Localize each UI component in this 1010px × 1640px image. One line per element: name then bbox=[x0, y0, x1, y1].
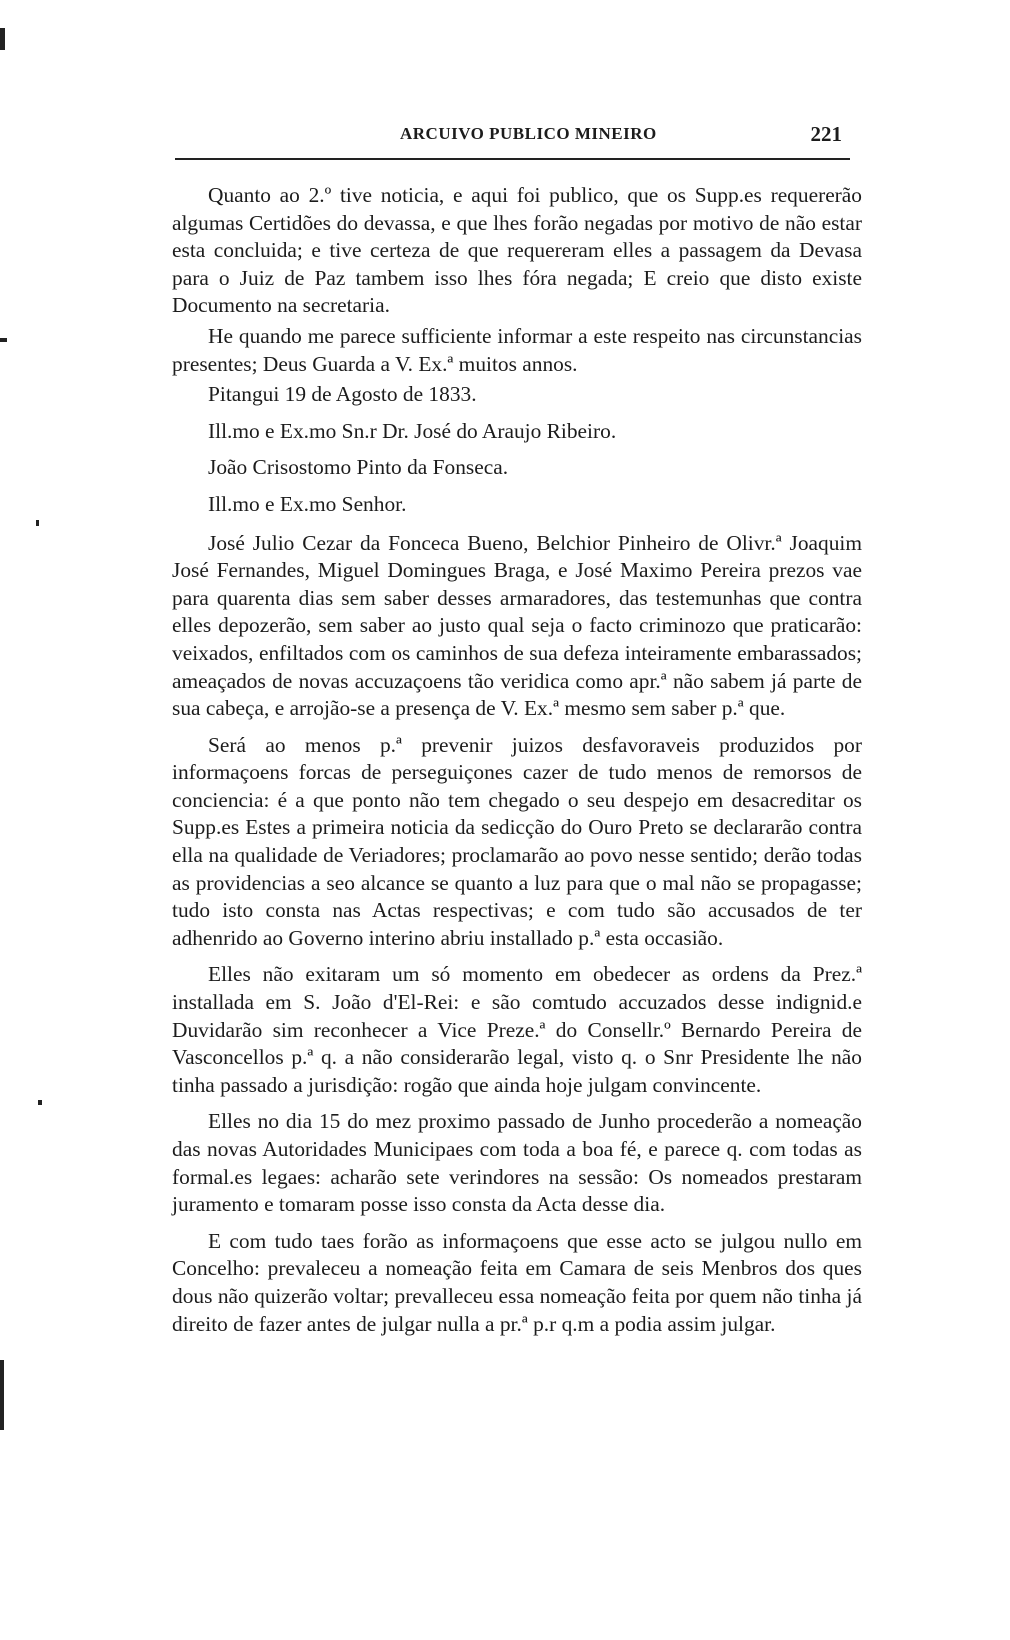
paragraph: Será ao menos p.ª prevenir juizos desfavoraveis produzidos por informaçoens forcas de perseguiçones cazer de tudo menos de remorsos de conciencia: é a que ponto não tem chegado o seu despejo em desacreditar os Supp.es Estes a primeira noticia da sedicção do Ouro Preto se declararão contra ella na qualidade de Veriadores; proclamarão ao povo nesse sentido; derão todas as providencias a seo alcance se quanto a luz para que o mal não se propagasse; tudo isto consta nas Actas respectivas; e com tudo são accusados de ter adhenrido ao Governo interino abriu installado p.ª esta occasião. bbox=[172, 732, 862, 950]
paragraph: Elles não exitaram um só momento em obedecer as ordens da Prez.ª installada em S. João d'El-Rei: e são comtudo accuzados desse indignid.e Duvidarão sim reconhecer a Vice Preze.ª do Consellr.º Bernardo Pereira de Vasconcellos p.ª q. a não considerarão legal, visto q. o Snr Presidente lhe não tinha passado a jurisdição: rogão que ainda hoje julgam convincente. bbox=[172, 962, 862, 1097]
running-title: ARCUIVO PUBLICO MINEIRO bbox=[400, 124, 657, 143]
paragraph: José Julio Cezar da Fonceca Bueno, Belchior Pinheiro de Olivr.ª Joaquim José Fernandes, Miguel Domingues Braga, e José Maximo Pereira prezos vae para quarenta dias sem saber desses armaradores, das testemunhas que contra elles depozerão, sem saber ao justo qual seja o facto criminozo que praticarão: veixados, enfiltados com os caminhos de sua defeza inteiramente embarassados; ameaçados de novas accuzaçoens tão veridica como apr.ª não sabem já parte de sua cabeça, e arrojão-se a presença de V. Ex.ª mesmo sem saber p.ª que. bbox=[172, 530, 862, 721]
paragraph: E com tudo taes forão as informaçoens que esse acto se julgou nullo em Concelho: prevaleceu a nomeação feita em Camara de seis Menbros dos ques dous não quizerão voltar; prevalleceu essa nomeação feita por quem não tinha já direito de fazer antes de julgar nulla a pr.ª p.r q.m a podia assim julgar. bbox=[172, 1228, 862, 1336]
date-line: Pitangui 19 de Agosto de 1833. bbox=[208, 382, 477, 407]
header-rule bbox=[175, 158, 850, 160]
margin-mark bbox=[0, 1360, 4, 1430]
margin-mark bbox=[0, 338, 7, 342]
body-text bbox=[172, 182, 862, 1338]
page-number: 221 bbox=[810, 122, 842, 146]
addressee-line: Ill.mo e Ex.mo Sn.r Dr. José do Araujo Ribeiro. bbox=[208, 418, 617, 443]
margin-mark bbox=[0, 28, 5, 50]
margin-mark bbox=[36, 520, 39, 526]
paragraph: He quando me parece sufficiente informar a este respeito nas circunstancias presentes; Deus Guarda a V. Ex.ª muitos annos. bbox=[172, 323, 862, 376]
page-header bbox=[160, 122, 850, 152]
signature-line: João Crisostomo Pinto da Fonseca. bbox=[208, 455, 509, 480]
margin-mark bbox=[38, 1100, 42, 1105]
paragraph: Quanto ao 2.º tive noticia, e aqui foi publico, que os Supp.es requererão algumas Certidões do devassa, e que lhes forão negadas por motivo de não estar esta concluida; e tive certeza de que requereram elles a passagem da Devasa para o Juiz de Paz tambem isso lhes fóra negada; E creio que disto existe Documento na secretaria. bbox=[172, 183, 862, 318]
paragraph: Elles no dia 15 do mez proximo passado de Junho procederão a nomeação das novas Autoridades Municipaes com toda a boa fé, e parece q. com todas as formal.es legaes: acharão sete verindores na sessão: Os nomeados prestaram juramento e tomaram posse isso consta da Acta desse dia. bbox=[172, 1109, 862, 1217]
salutation-line: Ill.mo e Ex.mo Senhor. bbox=[208, 491, 407, 516]
